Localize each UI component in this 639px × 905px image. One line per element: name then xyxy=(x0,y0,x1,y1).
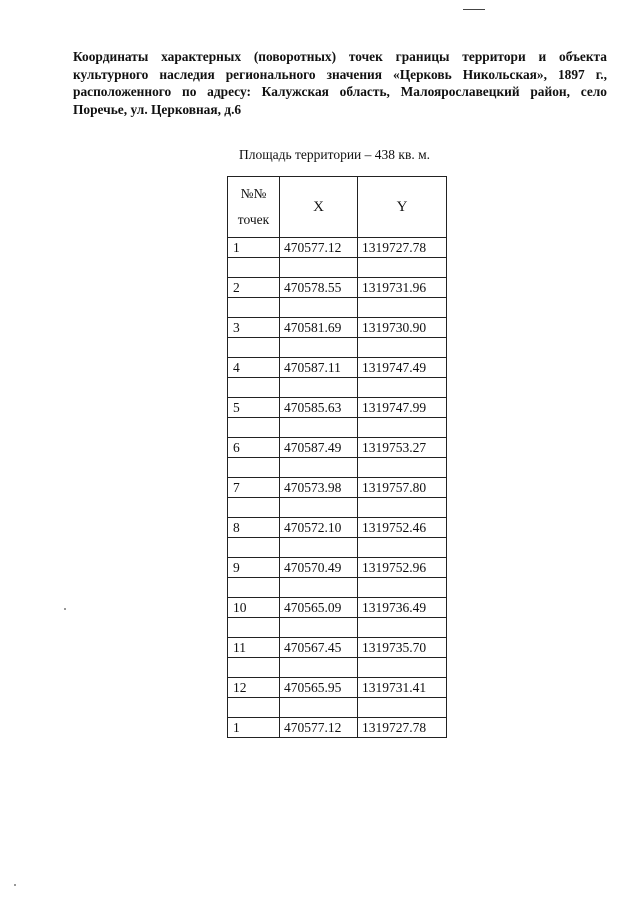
blank-separator-row xyxy=(228,338,447,358)
point-number-cell: 12 xyxy=(228,678,280,698)
table-row xyxy=(228,678,447,698)
y-coordinate-cell: 1319747.99 xyxy=(358,398,447,418)
point-number-cell: 11 xyxy=(228,638,280,658)
blank-separator-row xyxy=(228,298,447,318)
blank-separator-row xyxy=(228,578,447,598)
x-coordinate-cell: 470567.45 xyxy=(280,638,358,658)
area-label: Площадь территории – 438 кв. м. xyxy=(238,147,431,162)
blank-separator-row xyxy=(228,658,447,678)
empty-cell xyxy=(358,698,447,718)
point-number-cell: 3 xyxy=(228,318,280,338)
y-coordinate-cell: 1319730.90 xyxy=(358,318,447,338)
table-row xyxy=(228,438,447,458)
x-coordinate-cell: 470585.63 xyxy=(280,398,358,418)
point-number-cell: 8 xyxy=(228,518,280,538)
blank-separator-row xyxy=(228,698,447,718)
empty-cell xyxy=(228,378,280,398)
header-y: Y xyxy=(358,177,447,238)
y-coordinate-cell: 1319757.80 xyxy=(358,478,447,498)
coordinates-table xyxy=(227,176,447,738)
empty-cell xyxy=(228,418,280,438)
header-number-sign: №№ xyxy=(240,186,267,201)
empty-cell xyxy=(358,338,447,358)
empty-cell xyxy=(228,338,280,358)
table-row xyxy=(228,278,447,298)
y-coordinate-cell: 1319752.46 xyxy=(358,518,447,538)
x-coordinate-cell: 470570.49 xyxy=(280,558,358,578)
empty-cell xyxy=(358,618,447,638)
empty-cell xyxy=(228,498,280,518)
empty-cell xyxy=(280,578,358,598)
x-coordinate-cell: 470577.12 xyxy=(280,718,358,738)
point-number-cell: 1 xyxy=(228,718,280,738)
header-points-word: точек xyxy=(237,212,270,227)
point-number-cell: 1 xyxy=(228,238,280,258)
x-coordinate-cell: 470578.55 xyxy=(280,278,358,298)
x-coordinate-cell: 470565.95 xyxy=(280,678,358,698)
y-coordinate-cell: 1319752.96 xyxy=(358,558,447,578)
empty-cell xyxy=(228,538,280,558)
header-point-number xyxy=(228,177,280,238)
table-row xyxy=(228,558,447,578)
empty-cell xyxy=(280,458,358,478)
empty-cell xyxy=(358,258,447,278)
y-coordinate-cell: 1319736.49 xyxy=(358,598,447,618)
empty-cell xyxy=(280,338,358,358)
blank-separator-row xyxy=(228,258,447,278)
empty-cell xyxy=(280,698,358,718)
empty-cell xyxy=(228,258,280,278)
empty-cell xyxy=(280,298,358,318)
table-row xyxy=(228,358,447,378)
point-number-cell: 6 xyxy=(228,438,280,458)
empty-cell xyxy=(280,658,358,678)
blank-separator-row xyxy=(228,498,447,518)
empty-cell xyxy=(358,458,447,478)
table-header-row xyxy=(228,177,447,238)
y-coordinate-cell: 1319731.41 xyxy=(358,678,447,698)
point-number-cell: 7 xyxy=(228,478,280,498)
y-coordinate-cell: 1319753.27 xyxy=(358,438,447,458)
blank-separator-row xyxy=(228,418,447,438)
table-row xyxy=(228,398,447,418)
empty-cell xyxy=(358,658,447,678)
table-row xyxy=(228,598,447,618)
point-number-cell: 4 xyxy=(228,358,280,378)
blank-separator-row xyxy=(228,618,447,638)
blank-separator-row xyxy=(228,378,447,398)
empty-cell xyxy=(358,538,447,558)
point-number-cell: 9 xyxy=(228,558,280,578)
y-coordinate-cell: 1319735.70 xyxy=(358,638,447,658)
empty-cell xyxy=(358,578,447,598)
scan-speck xyxy=(14,884,16,886)
empty-cell xyxy=(358,498,447,518)
empty-cell xyxy=(228,298,280,318)
x-coordinate-cell: 470572.10 xyxy=(280,518,358,538)
y-coordinate-cell: 1319727.78 xyxy=(358,718,447,738)
document-heading: Координаты характерных (поворотных) точек границы территори и объекта культурного наследия регионального значения «Церковь Никольская», 1897 г., расположенного по адресу: Калужская область, Малоярославецкий район, село Поречье, ул. Церковная, д.6 xyxy=(73,49,607,117)
table-row xyxy=(228,638,447,658)
x-coordinate-cell: 470581.69 xyxy=(280,318,358,338)
empty-cell xyxy=(228,698,280,718)
table-row xyxy=(228,318,447,338)
empty-cell xyxy=(280,618,358,638)
x-coordinate-cell: 470587.11 xyxy=(280,358,358,378)
empty-cell xyxy=(358,418,447,438)
header-x: X xyxy=(280,177,358,238)
empty-cell xyxy=(358,298,447,318)
empty-cell xyxy=(228,578,280,598)
blank-separator-row xyxy=(228,538,447,558)
empty-cell xyxy=(280,378,358,398)
point-number-cell: 10 xyxy=(228,598,280,618)
scan-speck xyxy=(64,608,66,610)
x-coordinate-cell: 470577.12 xyxy=(280,238,358,258)
empty-cell xyxy=(280,498,358,518)
x-coordinate-cell: 470565.09 xyxy=(280,598,358,618)
table-row xyxy=(228,478,447,498)
x-coordinate-cell: 470587.49 xyxy=(280,438,358,458)
y-coordinate-cell: 1319727.78 xyxy=(358,238,447,258)
point-number-cell: 5 xyxy=(228,398,280,418)
x-coordinate-cell: 470573.98 xyxy=(280,478,358,498)
table-row xyxy=(228,238,447,258)
table-row xyxy=(228,518,447,538)
y-coordinate-cell: 1319747.49 xyxy=(358,358,447,378)
table-row xyxy=(228,718,447,738)
y-coordinate-cell: 1319731.96 xyxy=(358,278,447,298)
empty-cell xyxy=(228,658,280,678)
empty-cell xyxy=(228,618,280,638)
empty-cell xyxy=(280,538,358,558)
empty-cell xyxy=(280,418,358,438)
page-mark xyxy=(463,9,485,10)
empty-cell xyxy=(280,258,358,278)
empty-cell xyxy=(358,378,447,398)
blank-separator-row xyxy=(228,458,447,478)
point-number-cell: 2 xyxy=(228,278,280,298)
empty-cell xyxy=(228,458,280,478)
